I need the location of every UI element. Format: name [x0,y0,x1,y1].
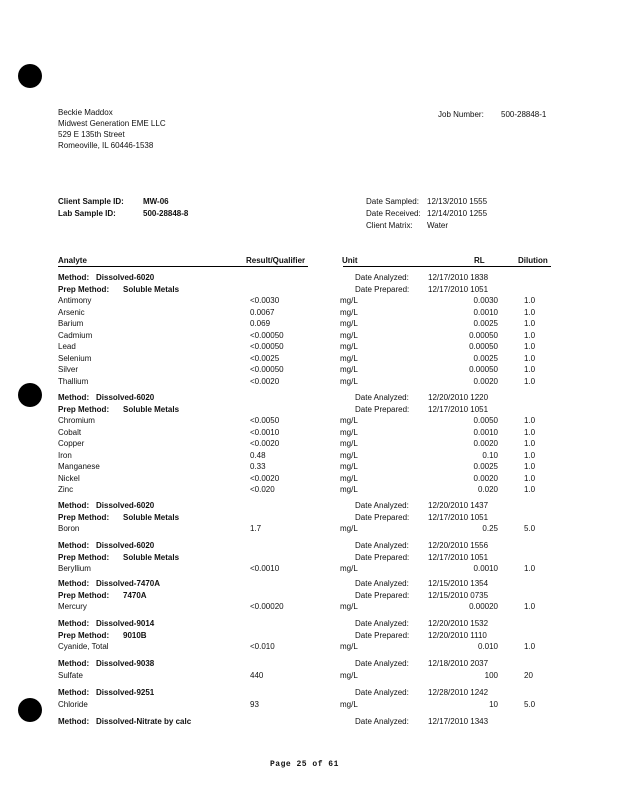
analyte-name: Mercury [58,602,87,611]
dilution-value: 1.0 [524,376,536,386]
unit-value: mg/L [340,450,358,460]
dilution-value: 1.0 [524,450,536,460]
unit-value: mg/L [340,330,358,340]
analyte-name: Iron [58,450,72,460]
rl-value: 0.0050 [473,416,498,425]
rl-value: 0.010 [477,642,498,651]
dilution-value: 1.0 [524,485,536,494]
analyte-name: Cobalt [58,427,82,437]
prep-method-label: Prep Method: [58,404,110,414]
unit-value: mg/L [340,699,358,709]
result-value: 440 [250,670,264,680]
rl-value: 0.0020 [473,439,498,448]
result-value: 93 [250,699,259,709]
prep-method-name: 9010B [123,630,147,640]
page-footer: Page 25 of 61 [270,760,339,769]
result-value: <0.0020 [250,439,280,448]
prep-method-name: Soluble Metals [123,404,180,414]
date-prepared-label: Date Prepared: [355,590,410,600]
client-sample-id-label: Client Sample ID: [58,197,124,206]
prep-method-label: Prep Method: [58,512,110,522]
analyte-name: Chromium [58,416,95,425]
method-name: Dissolved-6020 [96,541,155,550]
result-value: <0.0030 [250,296,280,305]
lab-sample-id-value: 500-28848-8 [143,209,189,218]
dilution-value: 1.0 [524,296,536,305]
unit-value: mg/L [340,670,358,680]
date-received-value: 12/14/2010 1255 [427,209,488,218]
analyte-name: Arsenic [58,307,85,317]
dilution-value: 20 [524,670,533,680]
analyte-name: Chloride [58,699,88,709]
date-analyzed-label: Date Analyzed: [355,688,409,697]
rl-value: 0.00020 [469,602,498,611]
rl-value: 0.10 [482,450,498,460]
client-matrix-value: Water [427,221,449,230]
unit-value: mg/L [340,342,358,351]
dilution-value: 5.0 [524,699,536,709]
rl-value: 100 [484,670,498,680]
rl-value: 0.0025 [473,319,498,328]
dilution-value: 1.0 [524,462,536,471]
unit-value: mg/L [340,353,358,363]
header-rule-left [58,266,308,267]
job-number-value: 500-28848-1 [501,110,547,119]
rl-value: 0.0010 [473,307,498,317]
rl-value: 0.0030 [473,296,498,305]
prep-method-name: 7470A [123,590,147,600]
result-value: 0.0067 [250,307,275,317]
prep-method-label: Prep Method: [58,590,110,600]
date-prepared-value: 12/15/2010 0735 [428,590,489,600]
analyte-name: Lead [58,342,76,351]
rl-value: 0.0020 [473,376,498,386]
dilution-value: 1.0 [524,416,536,425]
result-value: 0.48 [250,450,266,460]
method-label: Method: [58,688,90,697]
analyte-name: Thallium [58,376,89,386]
result-value: 0.33 [250,462,266,471]
unit-value: mg/L [340,427,358,437]
method-name: Dissolved-9251 [96,688,155,697]
analyte-name: Manganese [58,462,100,471]
analyte-name: Cyanide, Total [58,642,109,651]
client-matrix-label: Client Matrix: [366,221,413,230]
column-header-dilution: Dilution [518,256,548,265]
contact-name: Beckie Maddox [58,108,113,117]
method-name: Dissolved-7470A [96,579,161,588]
unit-value: mg/L [340,642,358,651]
date-prepared-value: 12/20/2010 1110 [428,630,487,640]
date-analyzed-label: Date Analyzed: [355,579,409,588]
dilution-value: 1.0 [524,427,536,437]
rl-value: 0.0010 [473,564,498,573]
unit-value: mg/L [340,524,358,533]
date-prepared-label: Date Prepared: [355,404,410,414]
date-prepared-value: 12/17/2010 1051 [428,404,489,414]
punch-hole-top [18,64,42,88]
punch-hole-middle [18,383,42,407]
dilution-value: 1.0 [524,602,536,611]
dilution-value: 1.0 [524,439,536,448]
date-received-label: Date Received: [366,209,421,218]
date-analyzed-value: 12/17/2010 1838 [428,273,489,282]
result-value: <0.0020 [250,473,280,483]
analyte-name: Boron [58,524,80,533]
column-header-unit: Unit [342,256,358,265]
method-label: Method: [58,501,90,510]
analyte-name: Copper [58,439,85,448]
date-analyzed-value: 12/15/2010 1354 [428,579,489,588]
rl-value: 0.25 [482,524,498,533]
rl-value: 0.00050 [469,342,498,351]
unit-value: mg/L [340,473,358,483]
rl-value: 0.0025 [473,353,498,363]
date-analyzed-value: 12/17/2010 1343 [428,717,489,726]
date-analyzed-value: 12/18/2010 2037 [428,659,489,668]
analyte-name: Beryllium [58,564,91,573]
analyte-name: Silver [58,365,79,374]
result-value: <0.010 [250,642,275,651]
prep-method-name: Soluble Metals [123,512,180,522]
date-prepared-value: 12/17/2010 1051 [428,552,489,562]
rl-value: 0.020 [477,485,498,494]
date-analyzed-value: 12/20/2010 1532 [428,619,489,628]
method-name: Dissolved-9038 [96,659,155,668]
method-label: Method: [58,273,90,282]
result-value: <0.0025 [250,353,280,363]
dilution-value: 1.0 [524,353,536,363]
method-label: Method: [58,541,90,550]
prep-method-label: Prep Method: [58,284,110,294]
date-analyzed-label: Date Analyzed: [355,619,409,628]
date-sampled-value: 12/13/2010 1555 [427,197,488,206]
rl-value: 0.0025 [473,462,498,471]
unit-value: mg/L [340,376,358,386]
rl-value: 0.0010 [473,427,498,437]
analyte-name: Antimony [58,296,92,305]
rl-value: 0.00050 [469,365,498,374]
punch-hole-bottom [18,698,42,722]
analyte-name: Barium [58,319,84,328]
analyte-name: Zinc [58,485,74,494]
rl-value: 0.0020 [473,473,498,483]
result-value: <0.0020 [250,376,280,386]
rl-value: 10 [489,699,498,709]
date-analyzed-value: 12/28/2010 1242 [428,688,489,697]
company-name: Midwest Generation EME LLC [58,119,166,128]
result-value: <0.0010 [250,564,280,573]
date-sampled-label: Date Sampled: [366,197,419,206]
method-name: Dissolved-6020 [96,393,155,402]
unit-value: mg/L [340,296,358,305]
result-value: 1.7 [250,524,262,533]
analyte-name: Sulfate [58,670,83,680]
unit-value: mg/L [340,485,358,494]
method-label: Method: [58,619,90,628]
city-state-zip: Romeoville, IL 60446-1538 [58,141,154,150]
rl-value: 0.00050 [469,330,498,340]
date-analyzed-label: Date Analyzed: [355,393,409,402]
date-analyzed-value: 12/20/2010 1220 [428,393,489,402]
method-name: Dissolved-Nitrate by calc [96,717,192,726]
unit-value: mg/L [340,564,358,573]
date-analyzed-label: Date Analyzed: [355,659,409,668]
date-analyzed-label: Date Analyzed: [355,717,409,726]
date-prepared-value: 12/17/2010 1051 [428,512,489,522]
unit-value: mg/L [340,307,358,317]
date-prepared-label: Date Prepared: [355,630,410,640]
method-name: Dissolved-6020 [96,273,155,282]
result-value: <0.020 [250,485,275,494]
column-header-result: Result/Qualifier [246,256,306,265]
prep-method-name: Soluble Metals [123,552,180,562]
method-label: Method: [58,393,90,402]
date-prepared-value: 12/17/2010 1051 [428,284,489,294]
analyte-name: Cadmium [58,330,93,340]
unit-value: mg/L [340,439,358,448]
method-label: Method: [58,579,90,588]
column-header-analyte: Analyte [58,256,87,265]
dilution-value: 1.0 [524,365,536,374]
unit-value: mg/L [340,319,358,328]
dilution-value: 1.0 [524,342,536,351]
lab-sample-id-label: Lab Sample ID: [58,209,116,218]
result-value: <0.00050 [250,342,284,351]
date-prepared-label: Date Prepared: [355,552,410,562]
job-number-label: Job Number: [438,110,484,119]
result-value: <0.00020 [250,602,284,611]
prep-method-label: Prep Method: [58,630,110,640]
dilution-value: 1.0 [524,564,536,573]
analyte-name: Nickel [58,473,80,483]
header-rule-right [343,266,551,267]
column-header-rl: RL [474,256,485,265]
unit-value: mg/L [340,365,358,374]
result-value: <0.00050 [250,330,284,340]
method-label: Method: [58,717,90,726]
dilution-value: 1.0 [524,307,536,317]
method-name: Dissolved-9014 [96,619,155,628]
result-value: <0.0050 [250,416,280,425]
street-address: 529 E 135th Street [58,130,125,139]
method-name: Dissolved-6020 [96,501,155,510]
date-prepared-label: Date Prepared: [355,512,410,522]
dilution-value: 1.0 [524,330,536,340]
result-value: <0.0010 [250,427,280,437]
method-label: Method: [58,659,90,668]
result-value: <0.00050 [250,365,284,374]
date-analyzed-label: Date Analyzed: [355,541,409,550]
date-prepared-label: Date Prepared: [355,284,410,294]
dilution-value: 5.0 [524,524,536,533]
unit-value: mg/L [340,462,358,471]
date-analyzed-label: Date Analyzed: [355,501,409,510]
dilution-value: 1.0 [524,473,536,483]
analyte-name: Selenium [58,353,92,363]
client-sample-id-value: MW-06 [143,197,169,206]
prep-method-name: Soluble Metals [123,284,180,294]
date-analyzed-value: 12/20/2010 1556 [428,541,489,550]
dilution-value: 1.0 [524,642,536,651]
date-analyzed-label: Date Analyzed: [355,273,409,282]
unit-value: mg/L [340,602,358,611]
dilution-value: 1.0 [524,319,536,328]
prep-method-label: Prep Method: [58,552,110,562]
date-analyzed-value: 12/20/2010 1437 [428,501,489,510]
result-value: 0.069 [250,319,271,328]
unit-value: mg/L [340,416,358,425]
